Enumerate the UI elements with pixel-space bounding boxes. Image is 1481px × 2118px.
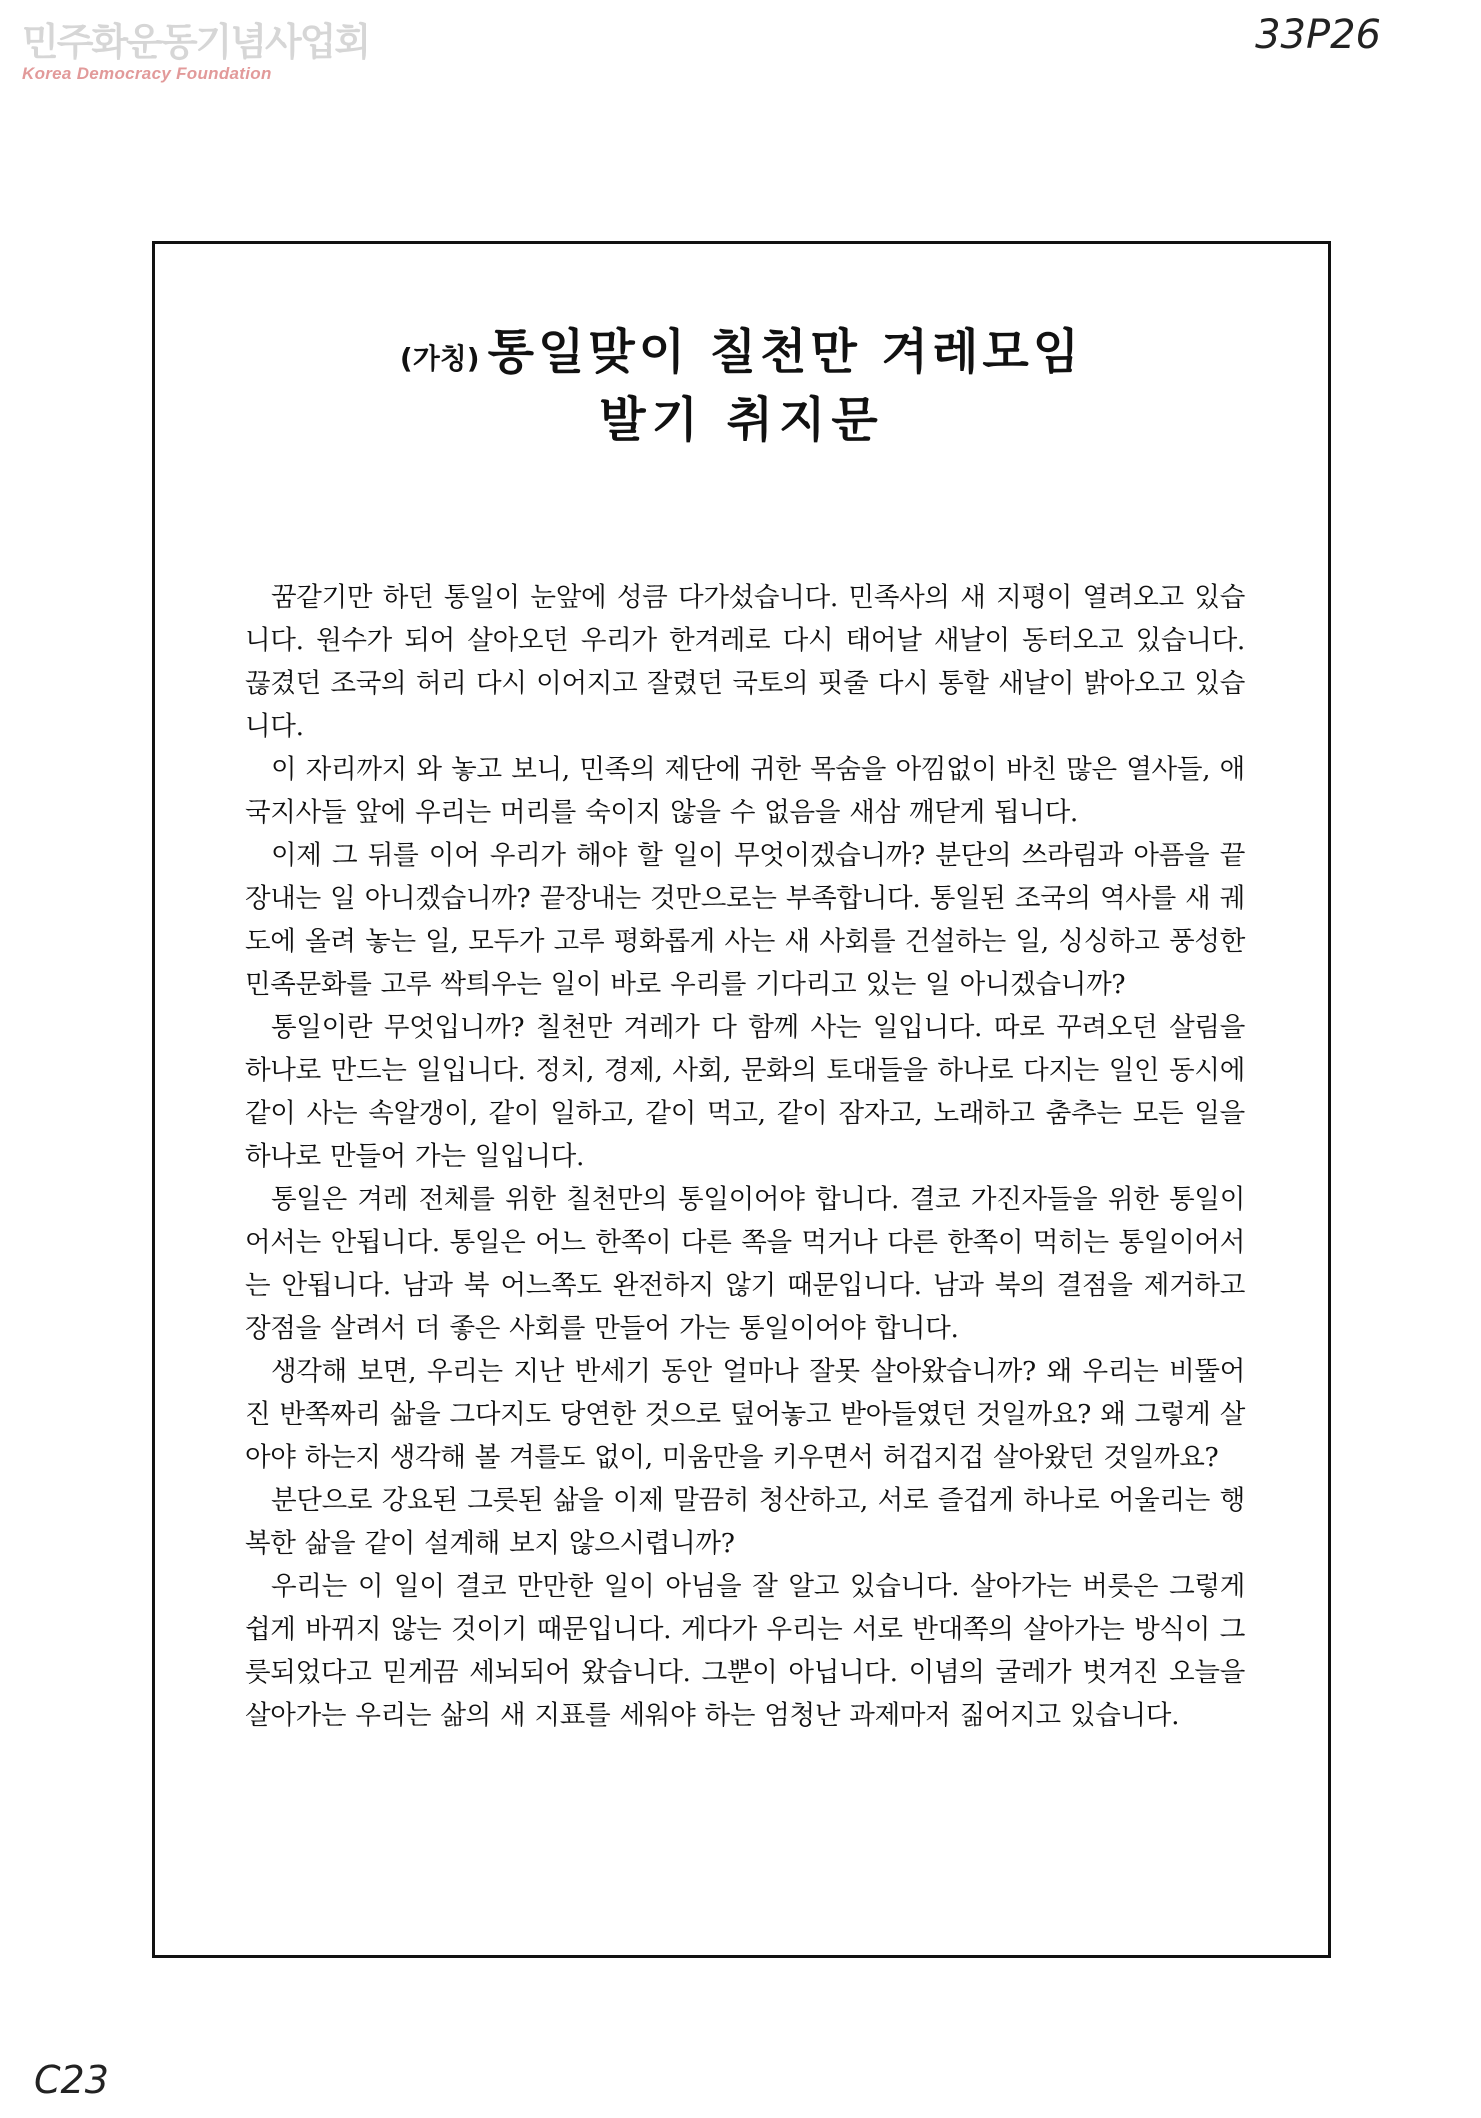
paragraph: 이제 그 뒤를 이어 우리가 해야 할 일이 무엇이겠습니까? 분단의 쓰라림과 아픔을 끝장내는 일 아니겠습니까? 끝장내는 것만으로는 부족합니다. 통일된 조국의 역사를 새 궤도에 올려 놓는 일, 모두가 고루 평화롭게 사는 새 사회를 건설하는 일, 싱싱하고 풍성한 민족문화를 고루 싹틔우는 일이 바로 우리를 기다리고 있는 일 아니겠습니까? (245, 840, 1245, 1000)
paragraph: 통일은 겨레 전체를 위한 칠천만의 통일이어야 합니다. 결코 가진자들을 위한 통일이어서는 안됩니다. 통일은 어느 한쪽이 다른 쪽을 먹거나 다른 한쪽이 먹히는 통일이어서는 안됩니다. 남과 북 어느쪽도 완전하지 않기 때문입니다. 남과 북의 결점을 제거하고 장점을 살려서 더 좋은 사회를 만들어 가는 통일이어야 합니다. (245, 1184, 1245, 1344)
paragraph: 분단으로 강요된 그릇된 삶을 이제 말끔히 청산하고, 서로 즐겁게 하나로 어울리는 행복한 삶을 같이 설계해 보지 않으시렵니까? (245, 1485, 1245, 1559)
paragraph: 통일이란 무엇입니까? 칠천만 겨레가 다 함께 사는 일입니다. 따로 꾸려오던 살림을 하나로 만드는 일입니다. 정치, 경제, 사회, 문화의 토대들을 하나로 다지는 일인 동시에 같이 사는 속알갱이, 같이 일하고, 같이 먹고, 같이 잠자고, 노래하고 춤추는 모든 일을 하나로 만들어 가는 일입니다. (245, 1012, 1245, 1172)
title-main: 통일맞이 칠천만 겨레모임 (487, 324, 1084, 380)
foundation-watermark (22, 20, 369, 84)
title-prefix: (가칭) (399, 342, 480, 375)
watermark-english: Korea Democracy Foundation (22, 64, 272, 83)
watermark-korean: 민주화운동기념사업회 (22, 20, 370, 64)
paragraph: 우리는 이 일이 결코 만만한 일이 아님을 잘 알고 있습니다. 살아가는 버릇은 그렇게 쉽게 바뀌지 않는 것이기 때문입니다. 게다가 우리는 서로 반대쪽의 살아가는 방식이 그릇되었다고 믿게끔 세뇌되어 왔습니다. 그뿐이 아닙니다. 이념의 굴레가 벗겨진 오늘을 살아가는 우리는 삶의 새 지표를 세워야 하는 엄청난 과제마저 짊어지고 있습니다. (245, 1571, 1245, 1731)
paragraph: 이 자리까지 와 놓고 보니, 민족의 제단에 귀한 목숨을 아낌없이 바친 많은 열사들, 애국지사들 앞에 우리는 머리를 숙이지 않을 수 없음을 새삼 깨닫게 됩니다. (245, 754, 1245, 828)
archive-code-bottom: C23 (34, 2058, 109, 2102)
document-body (245, 576, 1245, 1737)
paragraph: 생각해 보면, 우리는 지난 반세기 동안 얼마나 잘못 살아왔습니까? 왜 우리는 비뚤어진 반쪽짜리 삶을 그다지도 당연한 것으로 덮어놓고 받아들였던 것일까요? 왜 그렇게 살아야 하는지 생각해 볼 겨를도 없이, 미움만을 키우면서 허겁지겁 살아왔던 것일까요? (245, 1356, 1245, 1473)
document-title (155, 322, 1328, 451)
document-frame (152, 241, 1331, 1958)
paragraph: 꿈같기만 하던 통일이 눈앞에 성큼 다가섰습니다. 민족사의 새 지평이 열려오고 있습니다. 원수가 되어 살아오던 우리가 한겨레로 다시 태어날 새날이 동터오고 있습니다. 끊겼던 조국의 허리 다시 이어지고 잘렸던 국토의 핏줄 다시 통할 새날이 밝아오고 있습니다. (245, 582, 1245, 742)
title-sub: 발기 취지문 (599, 392, 884, 448)
archive-code-top: 33P26 (1255, 12, 1381, 58)
